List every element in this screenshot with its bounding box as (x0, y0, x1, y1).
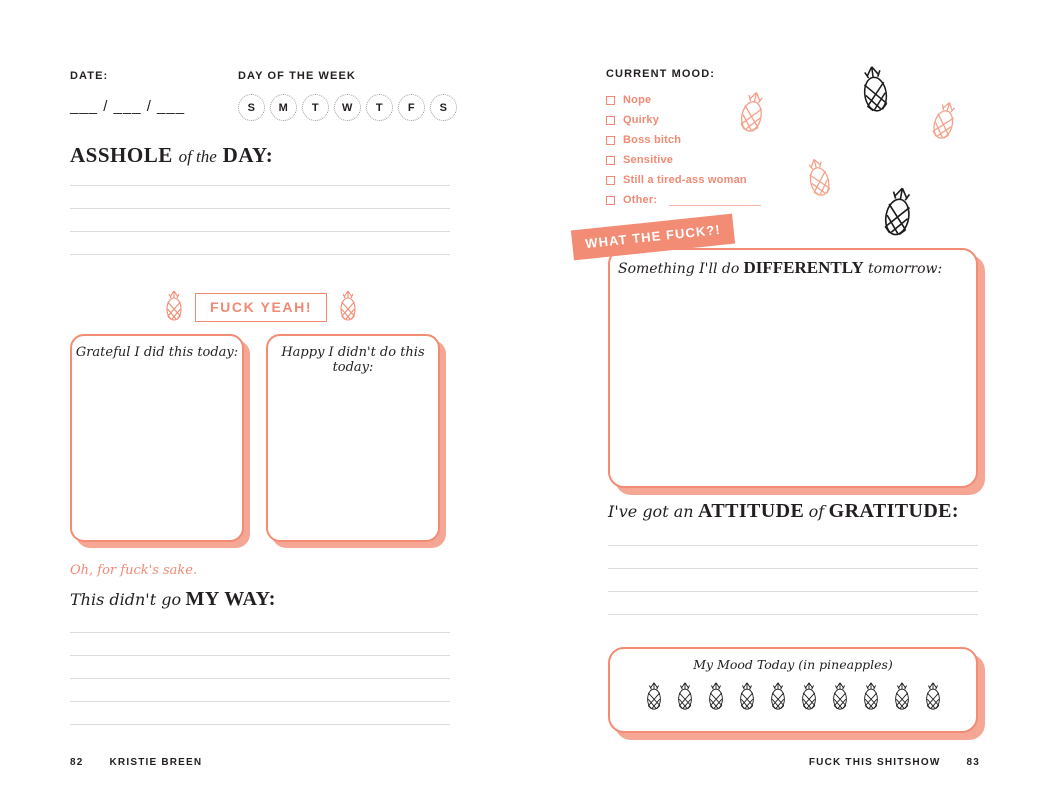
mood-option-sensitive[interactable] (606, 150, 761, 170)
grateful-box[interactable] (70, 334, 244, 542)
pineapple-icon (337, 288, 359, 327)
attitude-of-gratitude-heading (608, 500, 959, 523)
pineapple-icon[interactable] (892, 679, 912, 717)
day-of-week-block (238, 70, 457, 121)
attitude-bold1: ATTITUDE (698, 500, 805, 522)
this-didnt-bold: MY WAY: (185, 588, 276, 610)
mood-pineapple-row[interactable] (610, 679, 976, 717)
mood-option-label: Still a tired-ass woman (623, 174, 747, 186)
happy-box-title: Happy I didn't do this today: (281, 345, 425, 375)
pineapple-icon[interactable] (799, 679, 819, 717)
pineapple-icon[interactable] (830, 679, 850, 717)
day-of-week-circles (238, 94, 457, 121)
rule-line (70, 231, 450, 232)
day-circle-thursday[interactable]: T (366, 94, 393, 121)
date-blank-field[interactable]: ___ / ___ / ___ (70, 98, 186, 115)
mood-pineapples-title: My Mood Today (in pineapples) (693, 657, 893, 672)
fuck-yeah-banner (163, 288, 359, 327)
attitude-bold2: GRATITUDE: (828, 500, 959, 522)
pineapple-icon (854, 60, 896, 121)
checkbox-icon[interactable] (606, 136, 615, 145)
pineapple-icon[interactable] (675, 679, 695, 717)
rule-line (608, 568, 978, 569)
mood-option-label: Sensitive (623, 154, 674, 166)
happy-box[interactable] (266, 334, 440, 542)
gratitude-writing-lines[interactable] (608, 545, 978, 637)
differently-title-script1: Something I'll do (618, 261, 740, 277)
rule-line (70, 185, 450, 186)
pineapple-icon (163, 288, 185, 327)
asshole-writing-lines[interactable] (70, 185, 450, 277)
checkbox-icon[interactable] (606, 176, 615, 185)
day-circle-saturday[interactable]: S (430, 94, 457, 121)
mood-other-input[interactable] (669, 195, 761, 206)
rule-line (70, 254, 450, 255)
mood-option-label: Quirky (623, 114, 660, 126)
differently-title (618, 258, 942, 278)
mood-pineapples-box[interactable] (608, 647, 978, 733)
left-footer-text: KRISTIE BREEN (109, 757, 203, 768)
asshole-of-the: of the (178, 147, 217, 166)
left-footer (70, 757, 202, 768)
differently-title-script2: tomorrow: (867, 261, 943, 277)
mood-option-label: Nope (623, 94, 652, 106)
day-circle-wednesday[interactable]: W (334, 94, 361, 121)
differently-title-bold: DIFFERENTLY (743, 258, 864, 277)
rule-line (608, 545, 978, 546)
asshole-of-the-day-heading (70, 143, 273, 168)
rule-line (70, 724, 450, 725)
mood-option-still-tired[interactable] (606, 170, 761, 190)
pineapple-icon[interactable] (923, 679, 943, 717)
mood-option-label: Boss bitch (623, 134, 682, 146)
asshole-day-word: DAY: (222, 143, 274, 167)
day-of-week-label: DAY OF THE WEEK (238, 70, 356, 82)
right-page (525, 0, 1050, 800)
right-footer (809, 757, 980, 768)
day-circle-sunday[interactable]: S (238, 94, 265, 121)
attitude-script2: of (808, 502, 825, 521)
rule-line (608, 614, 978, 615)
pineapple-icon[interactable] (861, 679, 881, 717)
checkbox-icon[interactable] (606, 156, 615, 165)
checkbox-icon[interactable] (606, 96, 615, 105)
day-circle-friday[interactable]: F (398, 94, 425, 121)
rule-line (70, 655, 450, 656)
right-page-number: 83 (966, 757, 980, 768)
differently-box-wrapper (608, 248, 978, 488)
mood-option-label: Other: (623, 194, 658, 206)
right-footer-text: FUCK THIS SHITSHOW (808, 757, 941, 768)
rule-line (70, 632, 450, 633)
pineapple-icon (875, 180, 921, 245)
current-mood-label: CURRENT MOOD: (606, 68, 716, 80)
oh-for-fucks-sake-note: Oh, for fuck's sake. (70, 563, 198, 578)
pineapple-icon[interactable] (768, 679, 788, 717)
rule-line (70, 678, 450, 679)
pineapple-icon (800, 152, 839, 205)
checkbox-icon[interactable] (606, 196, 615, 205)
rule-line (70, 208, 450, 209)
grateful-box-title: Grateful I did this today: (75, 345, 239, 360)
my-way-writing-lines[interactable] (70, 632, 450, 747)
attitude-script1: I've got an (608, 502, 694, 521)
pineapple-icon[interactable] (706, 679, 726, 717)
left-page-number: 82 (70, 757, 84, 768)
asshole-word: ASSHOLE (70, 143, 173, 167)
rule-line (70, 701, 450, 702)
differently-box[interactable] (608, 248, 978, 488)
rule-line (608, 591, 978, 592)
day-circle-tuesday[interactable]: T (302, 94, 329, 121)
mood-pineapples-box-wrapper (608, 647, 978, 733)
day-circle-monday[interactable]: M (270, 94, 297, 121)
happy-box-wrapper (266, 334, 440, 542)
date-label: DATE: (70, 70, 109, 82)
checkbox-icon[interactable] (606, 116, 615, 125)
this-didnt-go-my-way-heading (70, 588, 276, 611)
grateful-box-wrapper (70, 334, 244, 542)
what-the-fuck-tag: WHAT THE FUCK?! (571, 214, 735, 261)
pineapple-icon[interactable] (737, 679, 757, 717)
mood-option-other[interactable] (606, 190, 761, 210)
fuck-yeah-label: FUCK YEAH! (195, 293, 327, 322)
pineapple-icon (924, 95, 964, 149)
this-didnt-script: This didn't go (70, 590, 182, 609)
pineapple-icon[interactable] (644, 679, 664, 717)
date-block (70, 70, 185, 115)
